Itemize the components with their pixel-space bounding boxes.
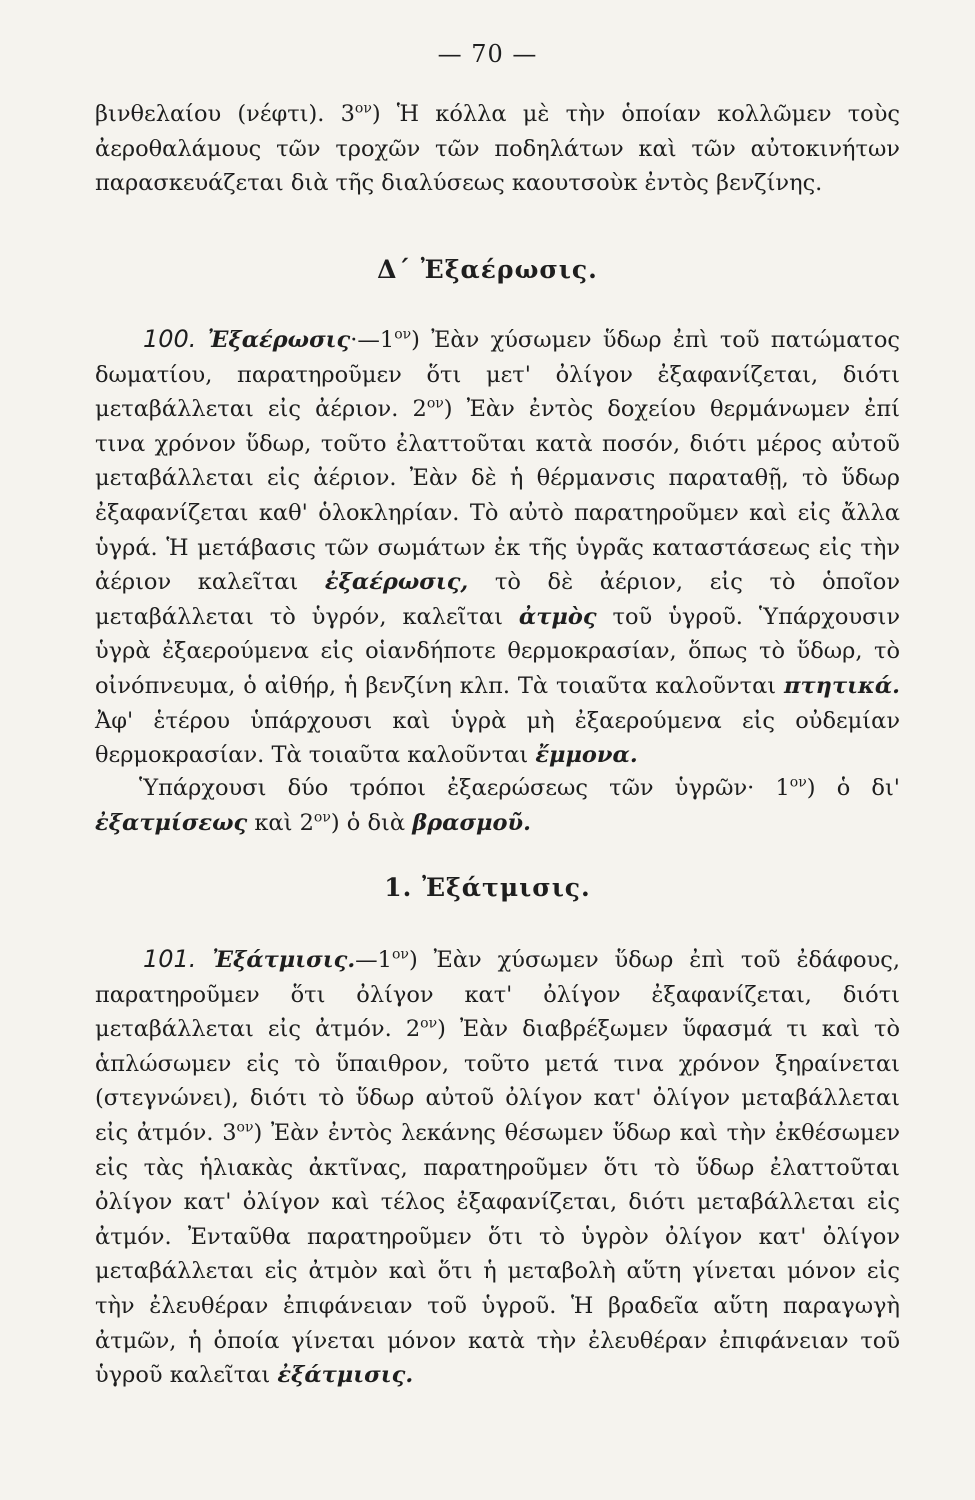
sec101-text-2: ) Ἐὰν χύσωμεν ὕδωρ ἐπὶ τοῦ ἐδάφους, παρατηροῦμεν ὅτι ὀλίγον κατ' ὀλίγον ἐξαφανίζεται, διότι μεταβάλλεται εἰς ἀτμόν. 2	[95, 947, 901, 1043]
ordinal-suffix: ον	[354, 100, 372, 117]
term-emmona: ἔμμονα.	[535, 742, 638, 769]
ordinal-suffix: ον	[789, 774, 807, 791]
section-heading-d: Δ΄ Ἐξαέρωσις.	[377, 255, 598, 284]
ordinal-suffix: ον	[420, 1015, 438, 1032]
methods-paragraph	[95, 771, 900, 840]
sec100-text-4: τὸ δὲ ἀέριον, εἰς τὸ ὁποῖον μεταβάλλεται τὸ ὑγρόν, καλεῖται	[95, 569, 901, 630]
sec101-text-4: ) Ἐὰν ἐντὸς λεκάνης θέσωμεν ὕδωρ καὶ τὴν ἐκθέσωμεν εἰς τὰς ἡλιακὰς ἀκτῖνας, παρατηροῦμεν ὅτι τὸ ὕδωρ ἐλαττοῦται ὀλίγον κατ' ὀλίγον καὶ τέλος ἐξαφανίζεται, διότι μεταβάλλεται εἰς ἀτμόν. Ἐνταῦθα παρατηροῦμεν ὅτι τὸ ὑγρὸν ὀλίγον κατ' ὀλίγον μεταβάλλεται εἰς ἀτμὸν καὶ ὅτι ἡ μεταβολὴ αὕτη γίνεται μόνον εἰς τὴν ἐλευθέραν ἐπιφάνειαν τοῦ ὑγροῦ. Ἡ βραδεῖα αὕτη παραγωγὴ ἀτμῶν, ἡ ὁποία γίνεται μόνον κατὰ τὴν ἐλευθέραν ἐπιφάνειαν τοῦ ὑγροῦ καλεῖται	[95, 1119, 900, 1389]
sec101-text-3: ) Ἐὰν διαβρέξωμεν ὕφασμά τι καὶ τὸ ἁπλώσωμεν εἰς τὸ ὕπαιθρον, τοῦτο μετά τινα χρόνον ξηραίνεται (στεγνώνει), διότι τὸ ὕδωρ αὐτοῦ ὀλίγον κατ' ὀλίγον μεταβάλλεται εἰς ἀτμόν. 3	[95, 1016, 900, 1146]
sec100-text-2: ) Ἐὰν χύσωμεν ὕδωρ ἐπὶ τοῦ πατώματος δωματίου, παρατηροῦμεν ὅτι μετ' ὀλίγον ἐξαφανίζεται, διότι μεταβάλλεται εἰς ἀέριον. 2	[95, 327, 900, 423]
ordinal-suffix: ον	[236, 1119, 254, 1136]
term-exatmiseos: ἐξατμίσεως	[95, 809, 248, 836]
section-101-paragraph	[95, 942, 900, 1393]
section-100-paragraph	[95, 322, 900, 773]
methods-text-2: ) ὁ δι'	[806, 775, 900, 801]
page-number: — 70 —	[437, 40, 538, 68]
ordinal-suffix: ον	[313, 809, 331, 826]
intro-paragraph	[95, 97, 900, 201]
ordinal-suffix: ον	[394, 326, 412, 343]
intro-text-2: ) Ἡ κόλλα μὲ τὴν ὁποίαν κολλῶμεν τοὺς ἀεροθαλάμους τῶν τροχῶν τῶν ποδηλάτων καὶ τῶν αὐτοκινήτων παρασκευάζεται διὰ τῆς διαλύσεως καουτσοὺκ ἐντὸς βενζίνης.	[95, 101, 900, 197]
term-ptitika: πτητικά.	[783, 672, 900, 699]
intro-text-1: βινθελαίου (νέφτι). 3	[95, 101, 355, 127]
methods-text-4: ) ὁ διὰ	[330, 809, 413, 836]
ordinal-suffix: ον	[392, 946, 409, 963]
section-heading-1: 1. Ἐξάτμισις.	[384, 873, 591, 902]
sec100-text-3: ) Ἐὰν ἐντὸς δοχείου θερμάνωμεν ἐπί τινα χρόνον ὕδωρ, τοῦτο ἐλαττοῦται κατὰ ποσόν, διότι μέρος αὐτοῦ μεταβάλλεται εἰς ἀέριον. Ἐὰν δὲ ἡ θέρμανσις παραταθῇ, τὸ ὕδωρ ἐξαφανίζεται καθ' ὁλοκληρίαν. Τὸ αὐτὸ παρατηροῦμεν καὶ εἰς ἄλλα ὑγρά. Ἡ μετάβασις τῶν σωμάτων ἐκ τῆς ὑγρᾶς καταστάσεως εἰς τὴν ἀέριον καλεῖται	[95, 396, 900, 596]
methods-text-1: Ὑπάρχουσι δύο τρόποι ἐξαερώσεως τῶν ὑγρῶν· 1	[139, 775, 790, 801]
section-101-title: Ἐξάτμισις.	[212, 947, 356, 973]
term-atmos: ἀτμὸς	[518, 603, 597, 630]
section-number-101: 101.	[143, 945, 197, 973]
section-number-100: 100.	[143, 325, 197, 353]
sec101-text-1: —1	[355, 947, 392, 973]
sec100-text-6: Ἀφ' ἑτέρου ὑπάρχουσι καὶ ὑγρὰ μὴ ἐξαερούμενα εἰς οὐδεμίαν θερμοκρασίαν. Τὰ τοιαῦτα καλοῦνται	[95, 707, 900, 769]
sec100-text-5: τοῦ ὑγροῦ. Ὑπάρχουσιν ὑγρὰ ἐξαερούμενα εἰς οἱανδήποτε θερμοκρασίαν, ὅπως τὸ ὕδωρ, τὸ οἰνόπνευμα, ὁ αἰθήρ, ἡ βενζίνη κλπ. Τὰ τοιαῦτα καλοῦνται	[95, 603, 901, 699]
methods-text-3: καὶ 2	[247, 809, 314, 836]
term-exatmisis: ἐξάτμισις.	[277, 1362, 414, 1389]
ordinal-suffix: ον	[426, 395, 444, 412]
section-100-title: Ἐξαέρωσις	[207, 327, 351, 353]
term-exaerosis: ἐξαέρωσις,	[324, 569, 469, 596]
sec100-text-1: ·—1	[350, 327, 395, 353]
term-vrasmou: βρασμοῦ.	[412, 809, 531, 836]
